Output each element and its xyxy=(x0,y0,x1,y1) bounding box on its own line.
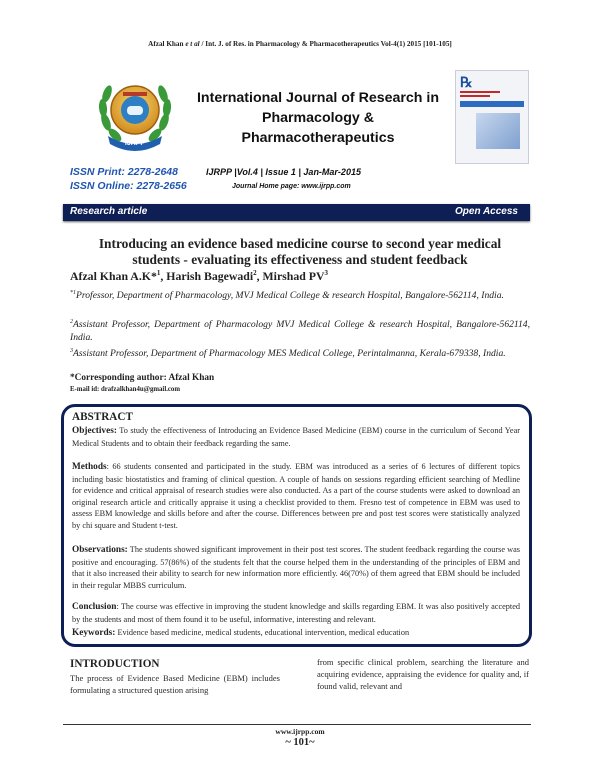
article-title-line2: students - evaluating its effectiveness and student feedback xyxy=(132,252,468,267)
introduction-heading: INTRODUCTION xyxy=(70,658,160,670)
author-affiliation-mark: 2 xyxy=(253,269,257,278)
issn-online: ISSN Online: 2278-2656 xyxy=(70,180,187,192)
article-title xyxy=(70,236,530,268)
conclusion-text: : The course was effective in improving the student knowledge and skills regarding EBM. It was also positively accepted by the students and most of them found it to be useful, informative, interesting and relevant. xyxy=(72,602,520,624)
running-head-etal: e t al xyxy=(185,40,200,48)
journal-logo xyxy=(94,72,176,154)
abstract-objectives xyxy=(72,425,520,449)
objectives-label: Objectives: xyxy=(72,426,117,436)
methods-label: Methods xyxy=(72,462,107,472)
corresponding-author: *Corresponding author: Afzal Khan xyxy=(70,373,215,383)
corresponding-email[interactable]: E-mail id: drafzalkhan4u@gmail.com xyxy=(70,386,180,393)
footer-url[interactable]: www.ijrpp.com xyxy=(275,727,325,736)
cover-banner xyxy=(460,101,524,107)
affiliation xyxy=(70,316,530,344)
open-access-label: Open Access xyxy=(455,206,518,217)
affiliation xyxy=(70,345,530,360)
article-title-line1: Introducing an evidence based medicine course to second year medical xyxy=(98,236,502,251)
author-list xyxy=(70,269,328,284)
introduction-left-column: The process of Evidence Based Medicine (EBM) includes formulating a structured question arising xyxy=(70,673,280,695)
rx-symbol-icon: ℞ xyxy=(460,74,473,90)
author-affiliation-mark: 1 xyxy=(156,269,161,278)
author-separator: , xyxy=(160,269,167,283)
journal-title-line2: Pharmacology & Pharmacotherapeutics xyxy=(241,110,395,146)
author-affiliation-mark: 3 xyxy=(324,269,328,278)
abstract-observations xyxy=(72,544,520,591)
author-name: Mirshad PV xyxy=(262,269,325,283)
keywords-text: Evidence based medicine, medical students, educational intervention, medical education xyxy=(115,628,410,637)
abstract-conclusion xyxy=(72,601,520,625)
running-head xyxy=(0,40,600,48)
running-head-journal: / Int. J. of Res. in Pharmacology & Pharmacotherapeutics Vol-4(1) 2015 [101-105] xyxy=(201,40,452,48)
issn-print: ISSN Print: 2278-2648 xyxy=(70,166,178,178)
cover-title-line xyxy=(460,95,490,97)
author-name: Harish Bagewadi xyxy=(166,269,254,283)
affiliation-text: Professor, Department of Pharmacology, MVJ Medical College & research Hospital, Bangalore-562114, India. xyxy=(76,290,504,302)
page-number: ~ 101~ xyxy=(285,737,315,748)
abstract-heading: ABSTRACT xyxy=(72,411,133,423)
journal-title-line1: International Journal of Research in xyxy=(196,90,440,106)
author-name: Afzal Khan A.K* xyxy=(70,269,157,283)
observations-label: Observations: xyxy=(72,545,128,555)
journal-title xyxy=(188,88,448,148)
footer-divider xyxy=(63,724,531,725)
cover-title-line xyxy=(460,91,500,93)
introduction-right-column: from specific clinical problem, searching the literature and acquiring evidence, appraising the evidence for quality and, if found valid, relevant and xyxy=(317,657,529,691)
observations-text: The students showed significant improvement in their post test scores. The student feedback regarding the course was positive and encouraging. 57(86%) of the students felt that the course helped them in the understanding of the principles of EBM and that it also increased their ability to search for new information more efficiently. 46(70%) of them agreed that EBM should be included in their regular MBBS curriculum. xyxy=(72,545,520,590)
running-head-author: Afzal Khan xyxy=(148,40,184,48)
objectives-text: To study the effectiveness of Introducing an Evidence Based Medicine (EBM) course in the curriculum of Second Year Medical Students and to obtain their feedback regarding the same. xyxy=(72,426,520,448)
affiliation-mark: 3 xyxy=(70,348,73,354)
journal-cover-image xyxy=(455,70,529,164)
issue-line: IJRPP |Vol.4 | Issue 1 | Jan-Mar-2015 xyxy=(206,167,361,177)
affiliation-mark: 2 xyxy=(70,319,73,325)
author-separator: , xyxy=(256,269,263,283)
methods-text: : 66 students consented and participated in the study. EBM was introduced as a series of 6 lectures of different topics including basic biostatistics and framing of clinical question. A couple of hands on sessions regarding efficient searching of Medline for evidence and critical appraisal of research studies were also conducted. As a part of the course students were asked to download an original research article and critically appraise it using a checklist provided to them. Fresno test of competence in EBM was used to assess EBM knowledge and skills before and after the course. Differences between pre and post test scores were statistically analyzed by chi square and Student t-test. xyxy=(72,462,520,530)
affiliation-mark: *1 xyxy=(70,290,76,296)
affiliation xyxy=(70,287,530,302)
journal-homepage: Journal Home page: www.ijrpp.com xyxy=(232,183,351,190)
article-type: Research article xyxy=(70,206,148,217)
logo-text: IJRPP xyxy=(124,140,146,147)
affiliation-text: Assistant Professor, Department of Pharmacology MES Medical College, Perintalmanna, Kerala-679338, India. xyxy=(73,348,506,360)
keywords-label: Keywords: xyxy=(72,628,116,638)
affiliation-text: Assistant Professor, Department of Pharmacology MVJ Medical College & research Hospital, Bangalore-562114, India. xyxy=(70,319,530,344)
article-type-bar xyxy=(63,204,530,221)
abstract-methods xyxy=(72,461,520,532)
cover-picture xyxy=(476,113,520,149)
conclusion-label: Conclusion xyxy=(72,602,117,612)
abstract-keywords xyxy=(72,627,520,640)
